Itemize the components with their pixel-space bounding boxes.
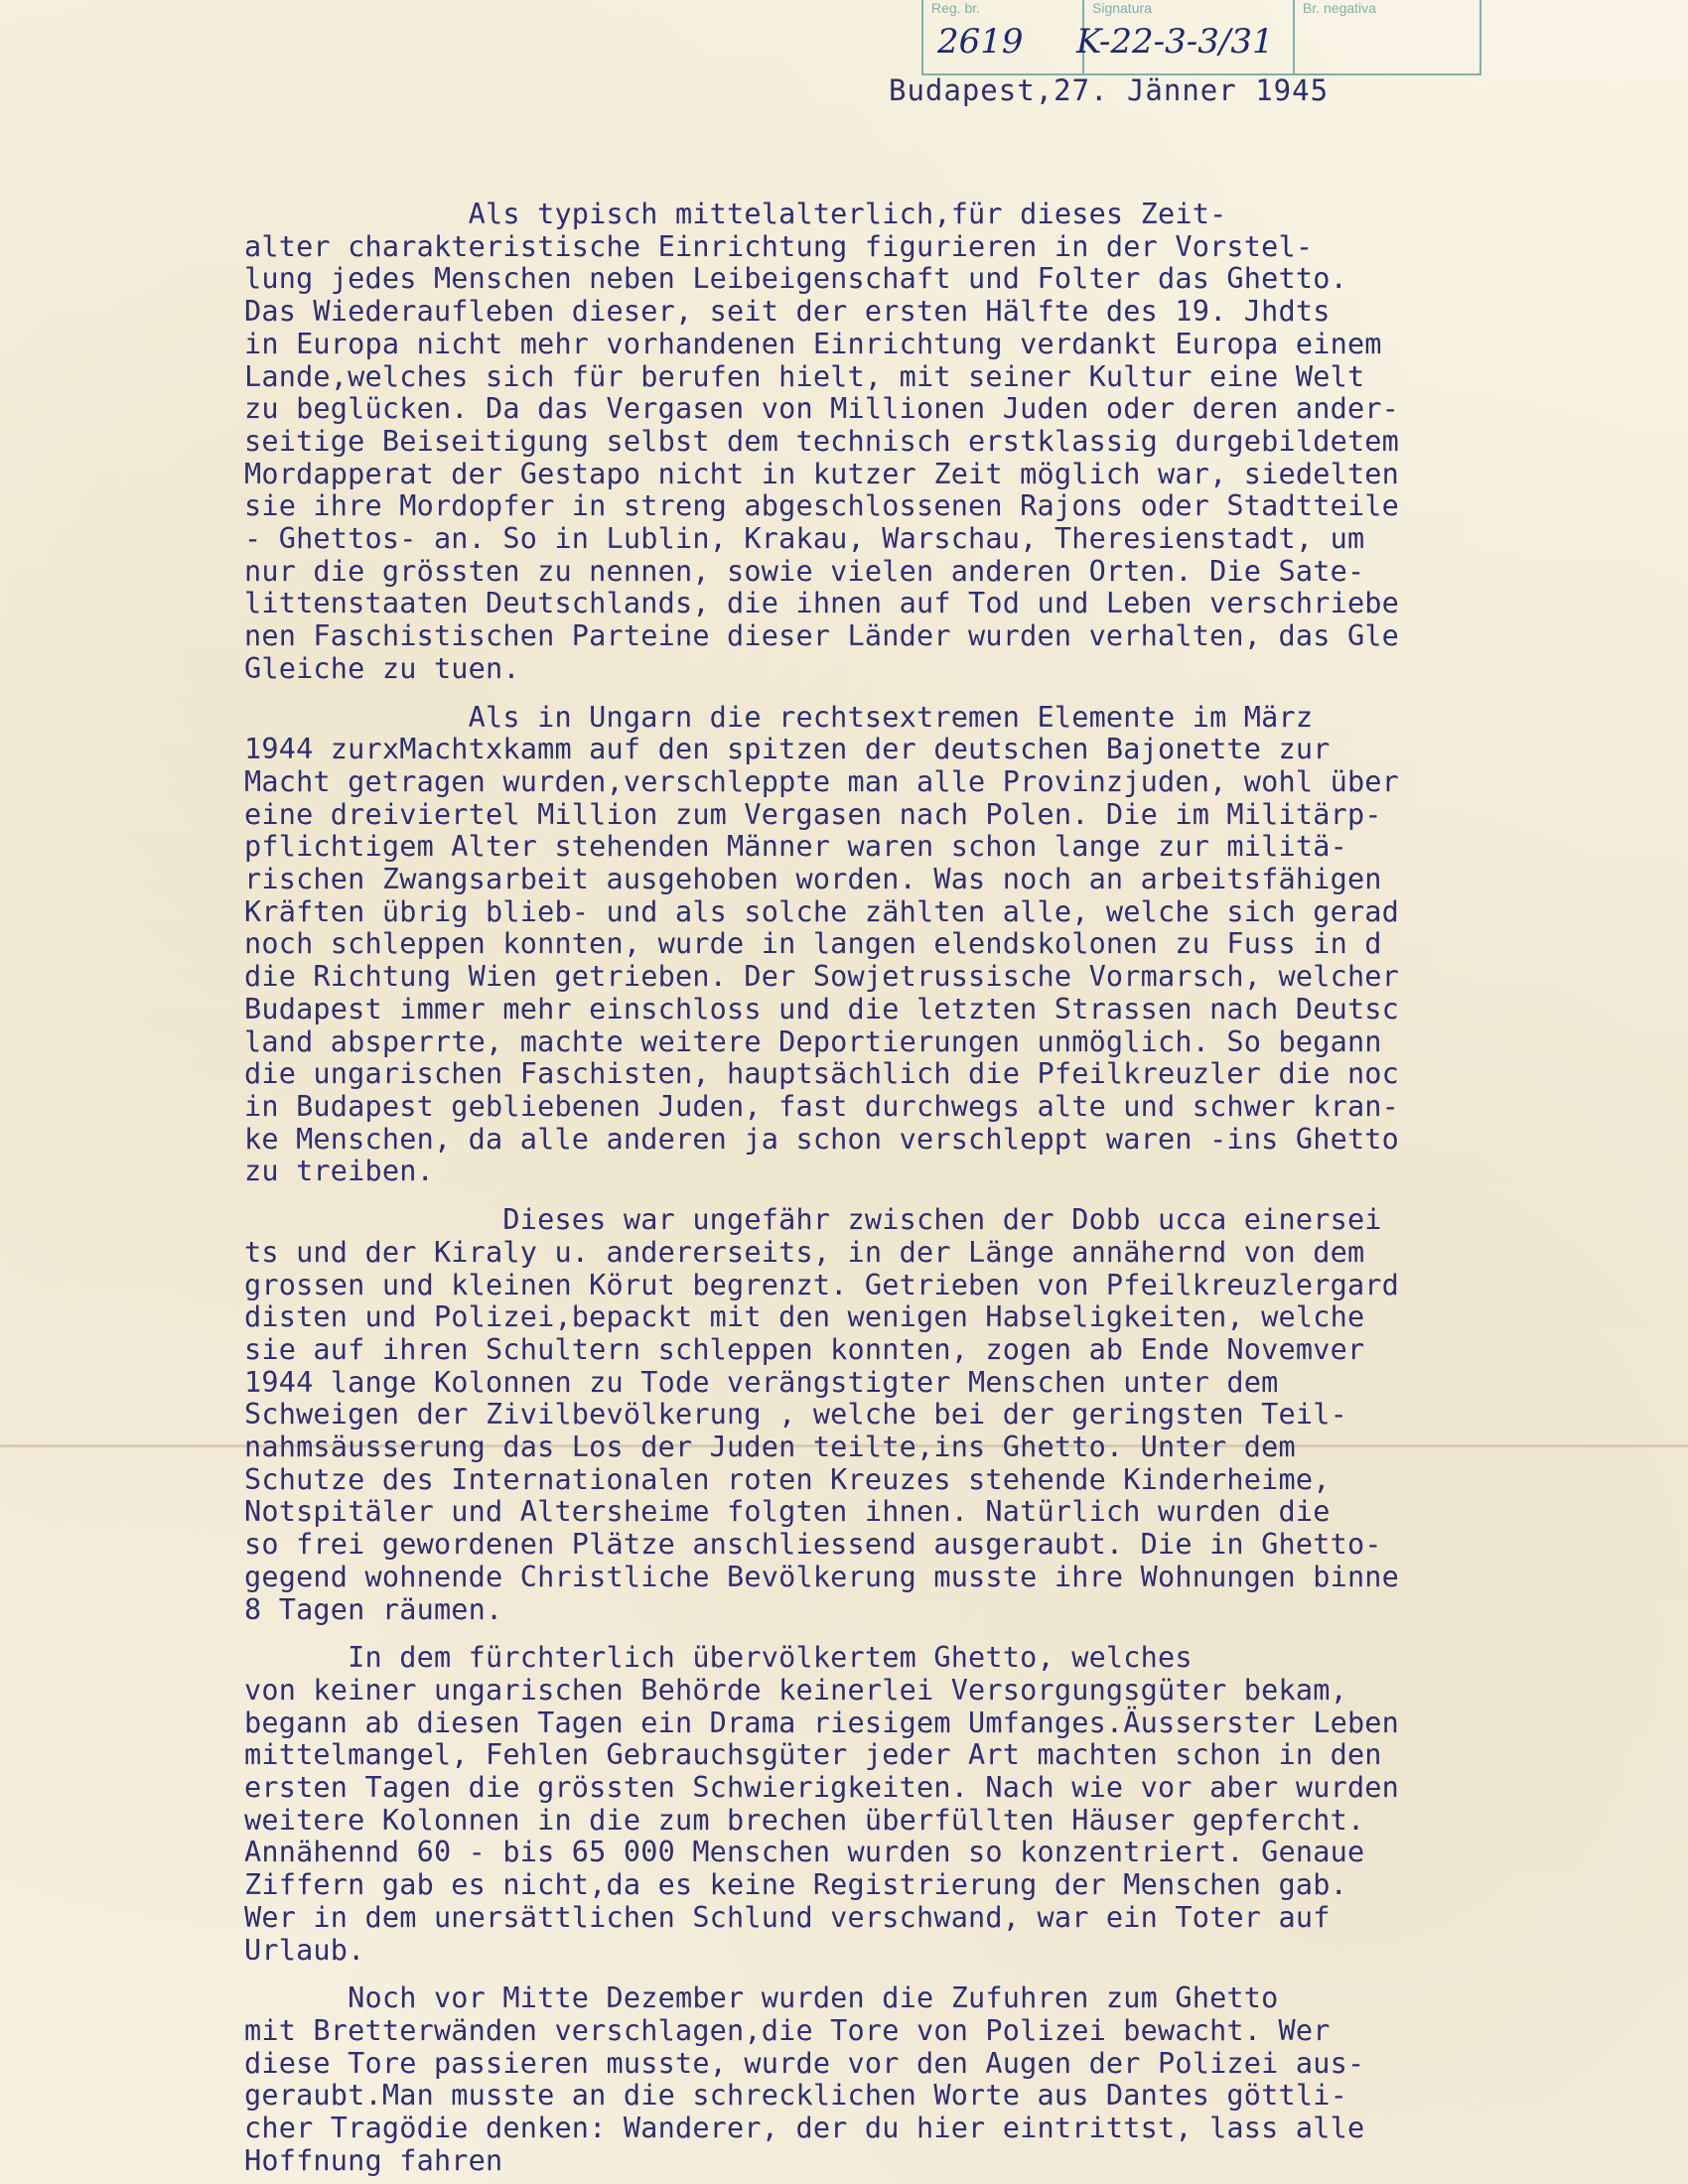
stamp-cell-negative <box>1295 0 1479 73</box>
stamp-header-signature: Signatura <box>1092 0 1152 16</box>
archive-signature: K-22-3-3/31 <box>1076 22 1274 62</box>
archive-stamp <box>921 0 1481 75</box>
paragraph-1: Als typisch mittelalterlich,für dieses Zeit- alter charakteristische Einrichtung figurieren in der Vorstel- lung jedes Menschen neben Leibeigenschaft und Folter das Ghetto. Das Wiederaufleben dieser, seit der ersten Hälfte des 19. Jhdts in Europa nicht mehr vorhandenen Einrichtung verdankt Europa einem Lande,welches sich für berufen hielt, mit seiner Kultur eine Welt zu beglücken. Da das Vergasen von Millionen Juden oder deren ander- seitige Beiseitigung selbst dem technisch erstklassig durgebildetem Mordapperat der Gestapo nicht in kutzer Zeit möglich war, siedelten sie ihre Mordopfer in streng abgeschlossenen Rajons oder Stadtteile - Ghettos- an. So in Lublin, Krakau, Warschau, Theresienstadt, um nur die grössten zu nennen, sowie vielen anderen Orten. Die Sate- littenstaaten Deutschlands, die ihnen auf Tod und Leben verschriebe nen Faschistischen Parteine dieser Länder wurden verhalten, das Gle Gleiche zu tuen. <box>244 198 1400 685</box>
paragraph-3: Dieses war ungefähr zwischen der Dobb ucca einersei ts und der Kiraly u. andererseits, in der Länge annähernd von dem grossen und kleinen Körut begrenzt. Getrieben von Pfeilkreuzlergard disten und Polizei,bepackt mit den wenigen Habseligkeiten, welche sie auf ihren Schultern schleppen konnten, zogen ab Ende Novemver 1944 lange Kolonnen zu Tode verängstigter Menschen unter dem Schweigen der Zivilbevölkerung , welche bei der geringsten Teil- nahmsäusserung das Los der Juden teilte,ins Ghetto. Unter dem Schutze des Internationalen roten Kreuzes stehende Kinderheime, Notspitäler und Altersheime folgten ihnen. Natürlich wurden die so frei gewordenen Plätze anschliessend ausgeraubt. Die in Ghetto- gegend wohnende Christliche Bevölkerung musste ihre Wohnungen binne 8 Tagen räumen. <box>244 1203 1400 1626</box>
stamp-cell-register <box>923 0 1084 73</box>
paragraph-5: Noch vor Mitte Dezember wurden die Zufuhren zum Ghetto mit Bretterwänden verschlagen,die Tore von Polizei bewacht. Wer diese Tore passieren musste, wurde vor den Augen der Polizei aus- geraubt.Man musste an die schrecklichen Worte aus Dantes göttli- cher Tragödie denken: Wanderer, der du hier eintrittst, lass alle Hoffnung fahren <box>244 1981 1365 2177</box>
paragraph-2: Als in Ungarn die rechtsextremen Elemente im März 1944 zurxMachtxkamm auf den spitzen der deutschen Bajonette zur Macht getragen wurden,verschleppte man alle Provinzjuden, wohl über eine dreiviertel Million zum Vergasen nach Polen. Die im Militärp- pflichtigem Alter stehenden Männer waren schon lange zur militä- rischen Zwangsarbeit ausgehoben worden. Was noch an arbeitsfähigen Kräften übrig blieb- und als solche zählten alle, welche sich gerad noch schleppen konnten, wurde in langen elendskolonen zu Fuss in d die Richtung Wien getrieben. Der Sowjetrussische Vormarsch, welcher Budapest immer mehr einschloss und die letzten Strassen nach Deutsc land absperrte, machte weitere Deportierungen unmöglich. So begann die ungarischen Faschisten, hauptsächlich die Pfeilkreuzler die noc in Budapest gebliebenen Juden, fast durchwegs alte und schwer kran- ke Menschen, da alle anderen ja schon verschleppt waren -ins Ghetto zu treiben. <box>244 700 1400 1188</box>
stamp-cell-signature <box>1076 0 1295 73</box>
archive-number: 2619 <box>937 22 1024 62</box>
stamp-header-negative: Br. negativa <box>1303 0 1376 16</box>
letter-body <box>244 199 1615 2177</box>
document-date: Budapest,27. Jänner 1945 <box>889 73 1330 107</box>
paragraph-4: In dem fürchterlich übervölkertem Ghetto, welches von keiner ungarischen Behörde keinerlei Versorgungsgüter bekam, begann ab diesen Tagen ein Drama riesigem Umfanges.Äusserster Leben mittelmangel, Fehlen Gebrauchsgüter jeder Art machten schon in den ersten Tagen die grössten Schwierigkeiten. Nach wie vor aber wurden weitere Kolonnen in die zum brechen überfüllten Häuser gepfercht. Annähennd 60 - bis 65 000 Menschen wurden so konzentriert. Genaue Ziffern gab es nicht,da es keine Registrierung der Menschen gab. Wer in dem unersättlichen Schlund verschwand, war ein Toter auf Urlaub. <box>244 1641 1400 1967</box>
stamp-header-register: Reg. br. <box>931 0 981 16</box>
